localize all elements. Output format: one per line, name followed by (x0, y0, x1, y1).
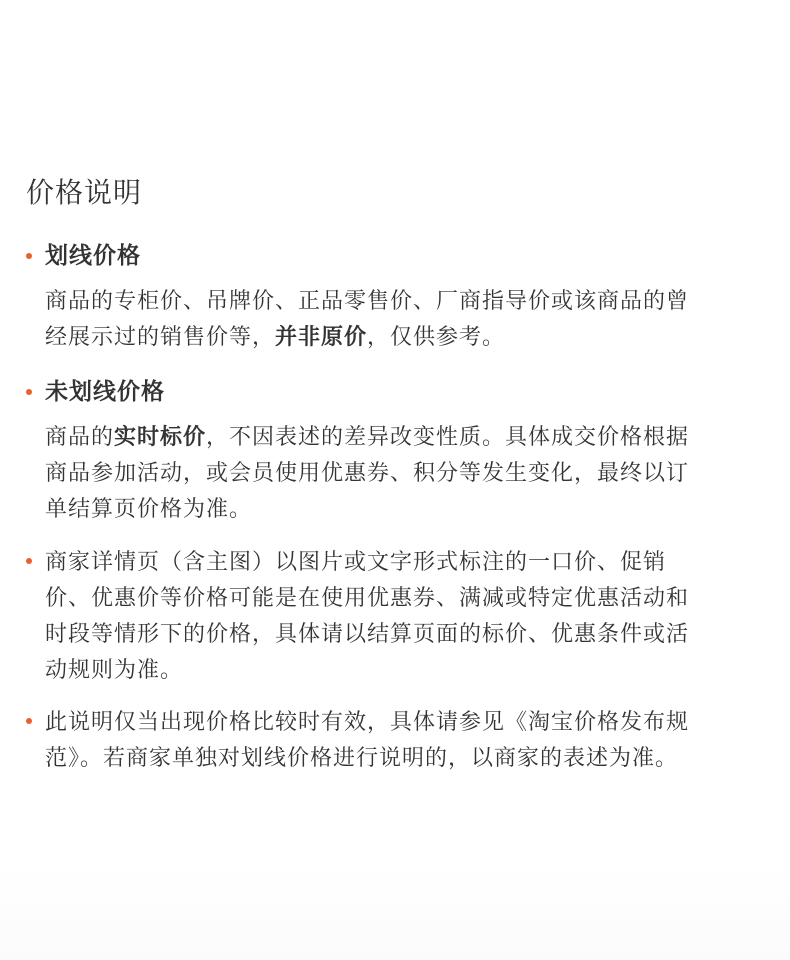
text-segment: 动规则为准。 (45, 658, 184, 683)
paragraph-line (45, 653, 765, 689)
text-segment: 商品的专柜价、吊牌价、正品零售价、厂商指导价或该商品的曾 (45, 289, 690, 314)
text-segment: 价、优惠价等价格可能是在使用优惠券、满减或特定优惠活动和 (45, 586, 690, 611)
emphasis-text: 实时标价 (114, 425, 207, 450)
section-paragraph (45, 705, 765, 777)
section-paragraph (45, 545, 765, 689)
text-segment: 此说明仅当出现价格比较时有效，具体请参见《淘宝价格发布规 (45, 710, 690, 735)
paragraph-line (45, 420, 765, 456)
paragraph-line (45, 456, 765, 492)
text-segment: ，仅供参考。 (367, 325, 506, 350)
paragraph-line (45, 741, 765, 777)
text-segment: ，不因表述的差异改变性质。具体成交价格根据 (206, 425, 690, 450)
section-paragraph (45, 284, 765, 356)
text-segment: 单结算页价格为准。 (45, 497, 253, 522)
bullet-dot-icon (26, 558, 32, 564)
text-segment: 经展示过的销售价等， (45, 325, 276, 350)
text-segment: 商品参加活动，或会员使用优惠券、积分等发生变化，最终以订 (45, 461, 690, 486)
page-title: 价格说明 (26, 176, 143, 209)
paragraph-line (45, 545, 765, 581)
bullet-dot-icon (26, 253, 32, 259)
section-heading: 划线价格 (45, 243, 141, 269)
emphasis-text: 并非原价 (275, 325, 368, 350)
bullet-dot-icon (26, 389, 32, 395)
text-segment: 范》。若商家单独对划线价格进行说明的，以商家的表述为准。 (45, 746, 679, 771)
paragraph-line (45, 581, 765, 617)
paragraph-line (45, 705, 765, 741)
text-segment: 时段等情形下的价格，具体请以结算页面的标价、优惠条件或活 (45, 622, 690, 647)
section-heading: 未划线价格 (45, 379, 165, 405)
text-segment: 商家详情页（含主图）以图片或文字形式标注的一口价、促销 (45, 550, 667, 575)
section-paragraph (45, 420, 765, 528)
paragraph-line (45, 320, 765, 356)
paragraph-line (45, 617, 765, 653)
paragraph-line (45, 492, 765, 528)
bullet-dot-icon (26, 718, 32, 724)
paragraph-line (45, 284, 765, 320)
text-segment: 商品的 (45, 425, 115, 450)
